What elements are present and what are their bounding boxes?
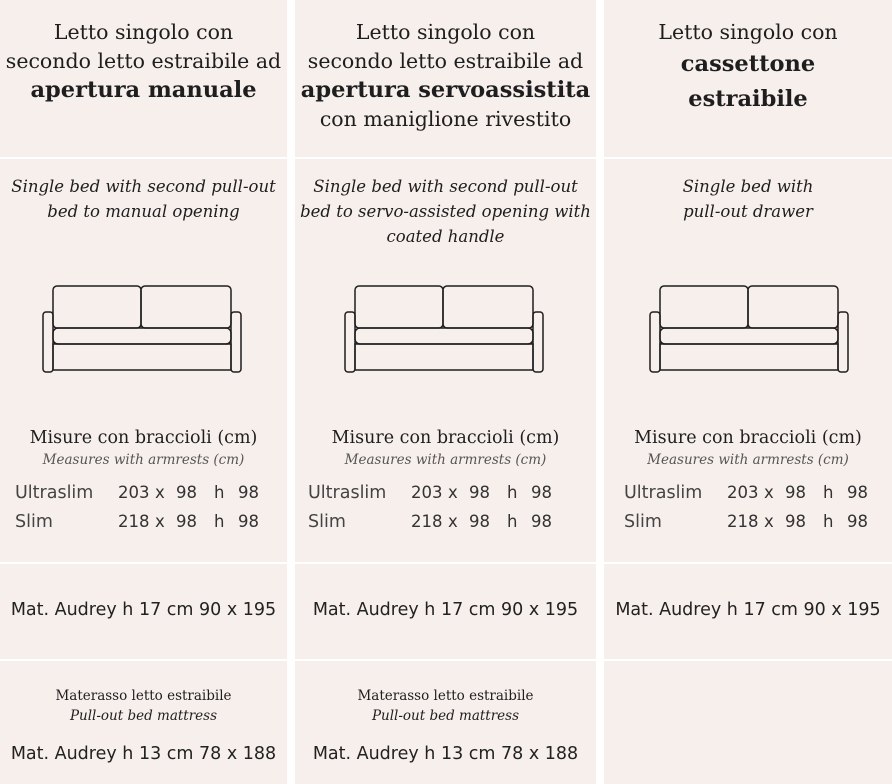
divider <box>295 562 596 564</box>
title-bold: estraibile <box>688 86 808 112</box>
measure-width: 218 <box>118 512 150 531</box>
measure-h-label: h <box>214 483 225 502</box>
measure-name: Slim <box>308 512 346 532</box>
measure-height: 98 <box>531 483 552 502</box>
measure-depth: 98 <box>469 483 490 502</box>
pullout-subtitle: Pull-out bed mattress <box>69 708 218 724</box>
measure-x: x <box>155 512 165 531</box>
measure-h-label: h <box>823 512 834 531</box>
measure-width: 218 <box>411 512 443 531</box>
title-line: secondo letto estraibile ad <box>307 49 584 73</box>
measure-name: Ultraslim <box>308 483 387 503</box>
measure-depth: 98 <box>176 483 197 502</box>
divider <box>295 157 596 159</box>
measure-h-label: h <box>823 483 834 502</box>
divider <box>295 659 596 661</box>
column-title <box>604 18 892 117</box>
measure-row <box>604 483 892 507</box>
measures-title: Misure con braccioli (cm) <box>634 428 862 448</box>
measure-row <box>295 512 596 536</box>
title-bold: apertura manuale <box>30 77 257 103</box>
title-line: secondo letto estraibile ad <box>5 49 282 73</box>
title-bold: cassettone <box>680 51 816 77</box>
measure-x: x <box>155 483 165 502</box>
measure-depth: 98 <box>785 483 806 502</box>
measures-title: Misure con braccioli (cm) <box>29 428 258 448</box>
divider <box>0 562 287 564</box>
measure-h-label: h <box>507 483 518 502</box>
column-title <box>0 18 287 105</box>
pullout-mattress-spec: Mat. Audrey h 13 cm 78 x 188 <box>312 744 579 764</box>
measure-row <box>0 512 287 536</box>
column-drawer <box>604 0 892 784</box>
pullout-title: Materasso letto estraibile <box>55 688 232 704</box>
divider <box>0 659 287 661</box>
subtitle-line: bed to manual opening <box>47 202 240 221</box>
sofa-bed-icon <box>648 280 852 376</box>
column-servo <box>295 0 596 784</box>
title-line: Letto singolo con <box>658 20 838 44</box>
pullout-mattress-spec: Mat. Audrey h 13 cm 78 x 188 <box>10 744 277 764</box>
measure-height: 98 <box>238 512 259 531</box>
measure-x: x <box>448 512 458 531</box>
subtitle-line: Single bed with <box>682 177 814 196</box>
subtitle-line: coated handle <box>386 227 505 246</box>
column-manual <box>0 0 287 784</box>
measures-title: Misure con braccioli (cm) <box>331 428 560 448</box>
measure-h-label: h <box>214 512 225 531</box>
pullout-title: Materasso letto estraibile <box>357 688 534 704</box>
title-line: Letto singolo con <box>355 20 536 44</box>
measure-height: 98 <box>847 483 868 502</box>
measure-height: 98 <box>847 512 868 531</box>
subtitle-line: pull-out drawer <box>683 202 813 221</box>
measures-subtitle: Measures with armrests (cm) <box>42 452 245 468</box>
measure-width: 203 <box>118 483 150 502</box>
title-bold: apertura servoassistita <box>300 77 591 103</box>
column-title <box>295 18 596 134</box>
measure-row <box>0 483 287 507</box>
measure-height: 98 <box>238 483 259 502</box>
pullout-subtitle: Pull-out bed mattress <box>371 708 520 724</box>
measure-row <box>604 512 892 536</box>
measure-width: 203 <box>727 483 759 502</box>
title-line: Letto singolo con <box>53 20 234 44</box>
mattress-spec: Mat. Audrey h 17 cm 90 x 195 <box>10 600 277 620</box>
measures-subtitle: Measures with armrests (cm) <box>344 452 547 468</box>
measure-x: x <box>448 483 458 502</box>
subtitle-line: Single bed with second pull-out <box>11 177 276 196</box>
measure-name: Slim <box>15 512 53 532</box>
sofa-bed-icon <box>41 280 245 376</box>
measure-name: Slim <box>624 512 662 532</box>
measure-width: 203 <box>411 483 443 502</box>
mattress-spec: Mat. Audrey h 17 cm 90 x 195 <box>615 600 881 620</box>
divider <box>604 157 892 159</box>
column-subtitle <box>295 174 596 249</box>
measure-h-label: h <box>507 512 518 531</box>
sofa-bed-icon <box>343 280 547 376</box>
measure-x: x <box>764 512 774 531</box>
measures-subtitle: Measures with armrests (cm) <box>647 452 849 468</box>
divider <box>604 562 892 564</box>
measure-depth: 98 <box>469 512 490 531</box>
divider <box>604 659 892 661</box>
mattress-spec: Mat. Audrey h 17 cm 90 x 195 <box>312 600 579 620</box>
subtitle-line: Single bed with second pull-out <box>313 177 578 196</box>
measure-x: x <box>764 483 774 502</box>
measure-depth: 98 <box>176 512 197 531</box>
column-subtitle <box>604 174 892 224</box>
title-line: con maniglione rivestito <box>319 107 572 131</box>
measure-name: Ultraslim <box>624 483 703 503</box>
measure-height: 98 <box>531 512 552 531</box>
subtitle-line: bed to servo-assisted opening with <box>300 202 591 221</box>
measure-width: 218 <box>727 512 759 531</box>
measure-row <box>295 483 596 507</box>
column-subtitle <box>0 174 287 224</box>
divider <box>0 157 287 159</box>
measure-depth: 98 <box>785 512 806 531</box>
measure-name: Ultraslim <box>15 483 94 503</box>
